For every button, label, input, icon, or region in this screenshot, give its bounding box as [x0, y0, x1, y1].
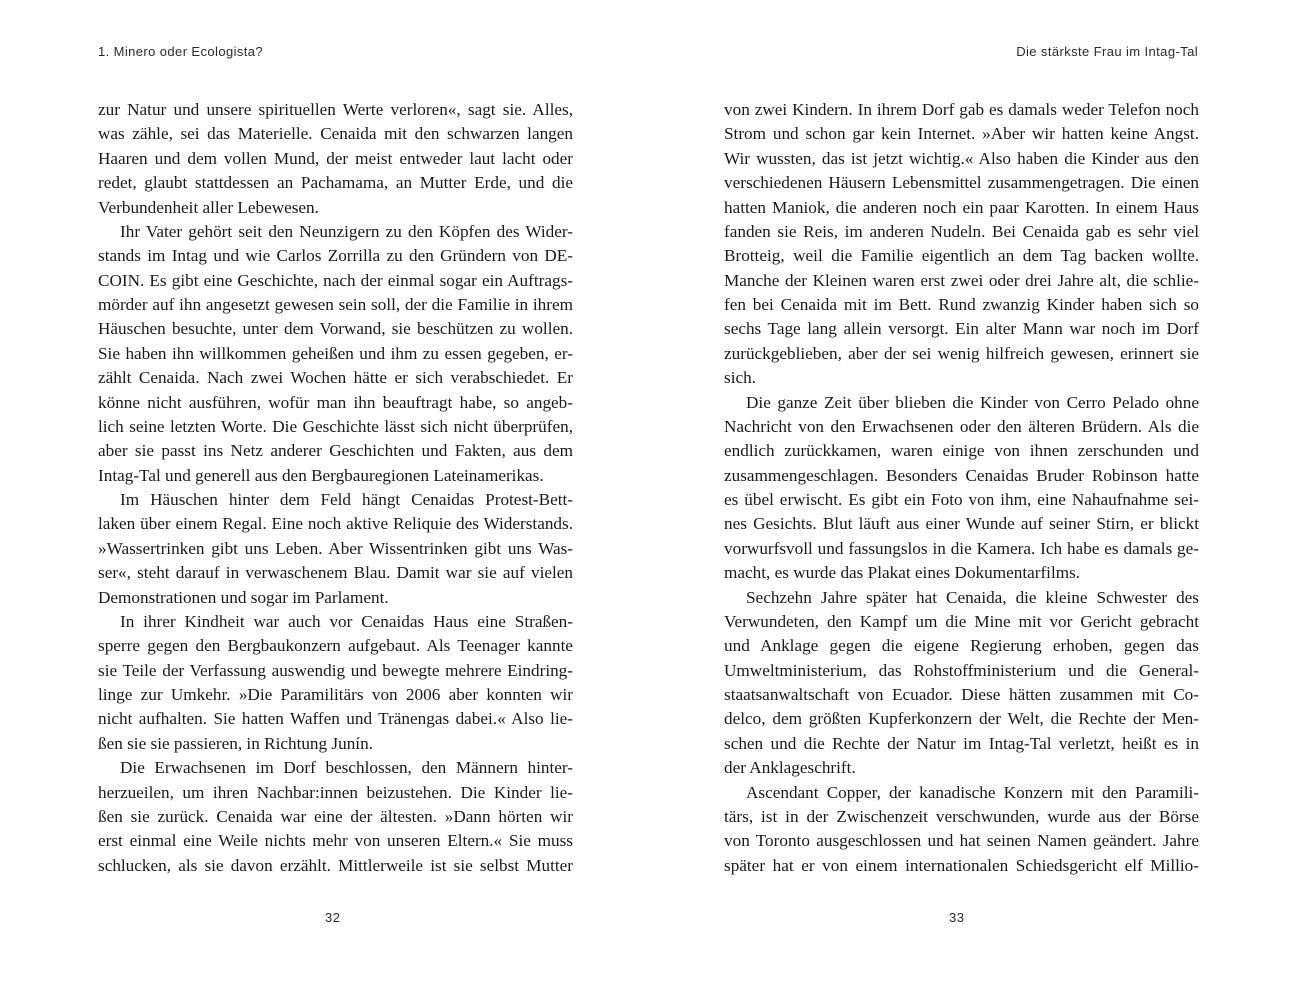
text-line: schlucken, als sie davon erzählt. Mittlerweile ist sie selbst Mutter [98, 855, 573, 875]
text-line: tärs, ist in der Zwischenzeit verschwunden, wurde aus der Börse [724, 806, 1199, 826]
text-line: erst einmal eine Weile nichts mehr von unseren Eltern.« Sie muss [98, 831, 573, 851]
text-line: zusammengeschlagen. Besonders Cenaidas Bruder Robinson hatte [724, 465, 1199, 485]
text-line: staatsanwaltschaft von Ecuador. Diese hätten zusammen mit Co- [724, 685, 1199, 704]
text-line: Die Erwachsenen im Dorf beschlossen, den Männern hinter- [120, 758, 573, 778]
text-line: nes Gesichts. Blut läuft aus einer Wunde auf seiner Stirn, er blickt [724, 514, 1199, 534]
text-line: Häuschen besuchte, unter dem Vorwand, sie beschützen zu wollen. [98, 319, 573, 339]
text-line: fen bei Cenaida mit im Bett. Rund zwanzig Kinder haben sich so [724, 295, 1199, 314]
text-line: was zähle, sei das Materielle. Cenaida mit den schwarzen langen [98, 124, 573, 144]
text-line: es übel erwischt. Es gibt ein Foto von ihm, eine Nahaufnahme sei- [724, 490, 1199, 509]
text-line: COIN. Es gibt eine Geschichte, nach der einmal sogar ein Auftrags- [98, 270, 573, 290]
left-page [0, 0, 647, 1000]
text-line: und Anklage gegen die eigene Regierung erhoben, gegen das [724, 636, 1199, 656]
text-line: ser«, steht darauf in verwaschenem Blau. Damit war sie auf vielen [98, 563, 573, 583]
text-line: redet, glaubt stattdessen an Pachamama, an Mutter Erde, und die [98, 173, 573, 193]
text-line: Strom und schon gar kein Internet. »Aber wir hatten keine Angst. [724, 124, 1199, 144]
text-line: fanden sie Reis, im anderen Nudeln. Bei Cenaida gab es sehr viel [724, 221, 1199, 241]
text-line: sich. [724, 368, 756, 388]
text-line: der Anklageschrift. [724, 758, 856, 778]
page-number-right: 33 [949, 910, 965, 925]
text-line: aber sie passt ins Netz anderer Geschichten und Fakten, aus dem [98, 441, 573, 461]
text-line: zur Natur und unsere spirituellen Werte verloren«, sagt sie. Alles, [98, 100, 573, 119]
text-line: sie Teile der Verfassung auswendig und bewegte mehrere Eindring- [98, 660, 573, 680]
left-page-body [98, 98, 573, 878]
text-line: verschiedenen Häusern Lebensmittel zusammengetragen. Die einen [724, 173, 1199, 193]
text-line: vorwurfsvoll und fassungslos in die Kamera. Ich habe es damals ge- [724, 538, 1199, 558]
text-line: sperre gegen den Bergbaukonzern aufgebaut. Als Teenager kannte [98, 636, 573, 656]
text-line: mörder auf ihn angesetzt gewesen sein soll, der die Familie in ihrem [98, 295, 573, 314]
right-page-body [724, 98, 1199, 878]
text-line: zählt Cenaida. Nach zwei Wochen hätte er sich verabschiedet. Er [98, 368, 573, 388]
running-head-left: 1. Minero oder Ecologista? [98, 44, 264, 59]
text-line: Wir wussten, das ist jetzt wichtig.« Also haben die Kinder aus den [724, 148, 1199, 168]
text-line: Ihr Vater gehört seit den Neunzigern zu den Köpfen des Wider- [120, 221, 573, 241]
text-line: linge zur Umkehr. »Die Paramilitärs von 2006 aber konnten wir [98, 685, 573, 704]
text-line: schen und die Rechte der Natur im Intag-Tal verletzt, heißt es in [724, 733, 1199, 753]
text-line: später hat er von einem internationalen Schiedsgericht elf Millio- [724, 855, 1199, 875]
text-line: delco, dem größten Kupferkonzern der Welt, die Rechte der Men- [724, 709, 1199, 729]
text-line: »Wassertrinken gibt uns Leben. Aber Wissentrinken gibt uns Was- [98, 538, 573, 558]
text-line: Demonstrationen und sogar im Parlament. [98, 587, 389, 607]
text-line: Intag-Tal und generell aus den Bergbauregionen Lateinamerikas. [98, 465, 544, 485]
right-page [648, 0, 1295, 1000]
text-line: endlich zurückkamen, waren einige von ihnen zerschunden und [724, 441, 1199, 461]
text-line: nicht aufhalten. Sie hatten Waffen und Tränengas dabei.« Also lie- [98, 709, 573, 729]
text-line: von Toronto ausgeschlossen und hat seinen Namen geändert. Jahre [724, 831, 1199, 851]
text-line: hatten Maniok, die anderen noch ein paar Karotten. In einem Haus [724, 197, 1199, 217]
text-line: macht, es wurde das Plakat eines Dokumentarfilms. [724, 563, 1081, 583]
text-line: stands im Intag und wie Carlos Zorrilla zu den Gründern von DE- [98, 246, 573, 266]
text-line: von zwei Kindern. In ihrem Dorf gab es damals weder Telefon noch [724, 100, 1199, 119]
text-line: Verbundenheit aller Lebewesen. [98, 197, 319, 217]
text-line: Brotteig, weil die Familie eigentlich an dem Tag backen wollte. [724, 246, 1199, 266]
running-head-right: Die stärkste Frau im Intag-Tal [1016, 44, 1198, 59]
page-number-left: 32 [325, 910, 341, 925]
text-line: Verwundeten, den Kampf um die Mine mit vor Gericht gebracht [724, 611, 1199, 631]
text-line: herzueilen, um ihren Nachbar:innen beizustehen. Die Kinder lie- [98, 782, 573, 802]
text-line: Ascendant Copper, der kanadische Konzern mit den Paramili- [746, 782, 1199, 802]
text-line: Haaren und dem vollen Mund, der meist entweder laut lacht oder [98, 148, 573, 168]
text-line: ßen sie sie passieren, in Richtung Junín. [98, 733, 373, 753]
text-line: Nachricht von den Erwachsenen oder den älteren Brüdern. Als die [724, 416, 1199, 436]
text-line: Sie haben ihn willkommen geheißen und ihm zu essen gegeben, er- [98, 343, 573, 363]
text-line: lich seine letzten Worte. Die Geschichte lässt sich nicht überprüfen, [98, 416, 573, 436]
text-line: zurückgeblieben, aber der sei wenig hilfreich gewesen, erinnert sie [724, 343, 1199, 363]
text-line: Sechzehn Jahre später hat Cenaida, die kleine Schwester des [746, 587, 1199, 607]
text-line: Im Häuschen hinter dem Feld hängt Cenaidas Protest-Bett- [120, 490, 573, 509]
text-line: könne nicht ausführen, wofür man ihn beauftragt habe, so angeb- [98, 392, 573, 412]
text-line: laken über einem Regal. Eine noch aktive Reliquie des Widerstands. [98, 514, 573, 534]
text-line: ßen sie zurück. Cenaida war eine der ältesten. »Dann hörten wir [98, 806, 573, 826]
text-line: sechs Tage lang allein versorgt. Ein alter Mann war noch im Dorf [724, 319, 1199, 339]
text-line: Manche der Kleinen waren erst zwei oder drei Jahre alt, die schlie- [724, 270, 1199, 290]
text-line: Die ganze Zeit über blieben die Kinder von Cerro Pelado ohne [746, 392, 1199, 412]
text-line: Umweltministerium, das Rohstoffministerium und die General- [724, 660, 1199, 680]
text-line: In ihrer Kindheit war auch vor Cenaidas Haus eine Straßen- [120, 611, 573, 631]
